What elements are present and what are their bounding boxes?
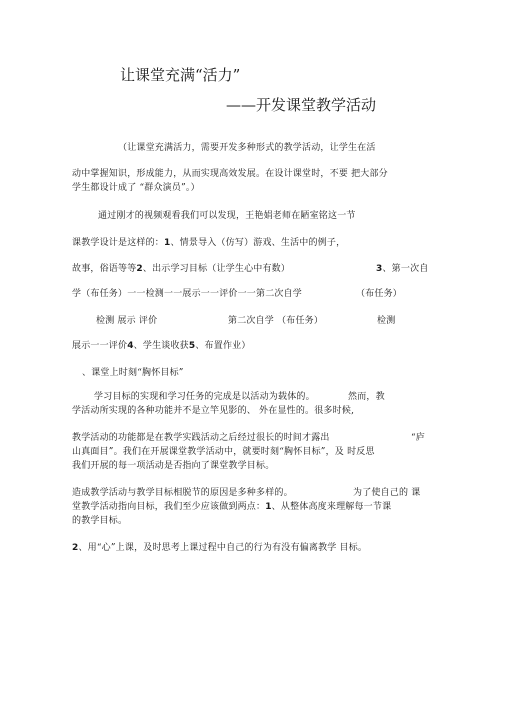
section-p1-line-2: 学活动所实现的各种功能并不是立竿见影的、 外在显性的。很多时候, [72,406,355,416]
section-p4-line-1 [72,542,367,554]
list-number-2: 2 [136,264,143,274]
video-line-4a: 学（布任务）一一检测一一展示一一评价一一第二次自学 [72,289,303,299]
section-heading: 、课堂上时刻“胸怀目标” [82,368,184,378]
title-main: 让课堂充满“活力” [120,66,241,84]
video-line-1: 通过刚才的视频观看我们可以发现，王艳娟老师在陋室铭这一节 [98,211,356,221]
section-p3-line-2-text-a: 堂教学活动指向目标，我们至少应该做到两点： [72,502,266,512]
section-p4-line-1-text: 、用“心”上课，及时思考上课过程中自己的行为有没有偏离教学 目标。 [78,543,368,553]
video-line-3-text-c: 、第一次自 [382,264,429,274]
point-number-1: 1 [265,502,272,512]
list-number-4: 4 [127,341,134,351]
video-line-6 [72,340,251,352]
section-p2-line-1b: “庐 [411,433,426,443]
section-p1-line-1a: 学习目标的实现和学习任务的完成是以活动为载体的。 [94,392,315,402]
section-p3-line-3: 的教学目标。 [72,516,128,526]
section-p3-line-2-text-b: 、从整体高度来理解每一节课 [271,502,392,512]
point-number-2: 2 [72,543,79,553]
video-line-6-text-a: 展示一一评价 [72,341,128,351]
section-p2-line-2: 山真面目”。我们在开展课堂教学活动中，就要时刻“胸怀目标”，及 时反思 [72,447,375,457]
section-p3-line-1a: 造成教学活动与教学目标相脱节的原因是多种多样的。 [72,488,293,498]
section-p2-line-1a: 教学活动的功能都是在教学实践活动之后经过很长的时间才露出 [72,433,330,443]
video-line-2-text-a: 课教学设计是这样的： [72,238,165,248]
intro-line-2: 动中掌握知识，形成能力，从而实现高效发展。在设计课堂时，不要 把大部分 [72,169,388,179]
intro-line-1: （让课堂充满活力，需要开发多种形式的教学活动，让学生在活 [118,143,376,153]
video-line-6-text-b: 、学生谈收获 [133,341,189,351]
video-line-5c: 检测 [377,316,396,326]
video-line-3b [376,263,428,275]
section-p2-line-3: 我们开展的每一项活动是否指向了课堂教学目标。 [72,461,275,471]
section-p3-line-1b: 为了使自己的 课 [353,488,421,498]
video-line-6-text-c: 、布置作业） [195,341,251,351]
list-number-3: 3 [376,264,383,274]
video-line-2 [72,237,345,249]
video-line-3a [72,263,290,275]
video-line-5a: 检测 展示 评价 [96,316,158,326]
video-line-5b: 第二次自学 （布任务） [228,316,324,326]
video-line-3-text-a: 故事，俗语等等 [72,264,137,274]
video-line-3-text-b: 、出示学习目标（让学生心中有数） [142,264,291,274]
video-line-2-text-b: 、情景导入（仿写）游戏、生活中的例子， [170,238,346,248]
intro-line-3: 学生都设计成了 “群众演员”。） [72,183,200,193]
list-number-1: 1 [164,238,171,248]
title-subtitle: ——开发课堂教学活动 [226,96,377,114]
list-number-5: 5 [188,341,196,351]
video-line-4b: （布任务） [356,289,403,299]
section-p1-line-1b: 然而，教 [348,392,385,402]
section-p3-line-2 [72,501,391,513]
